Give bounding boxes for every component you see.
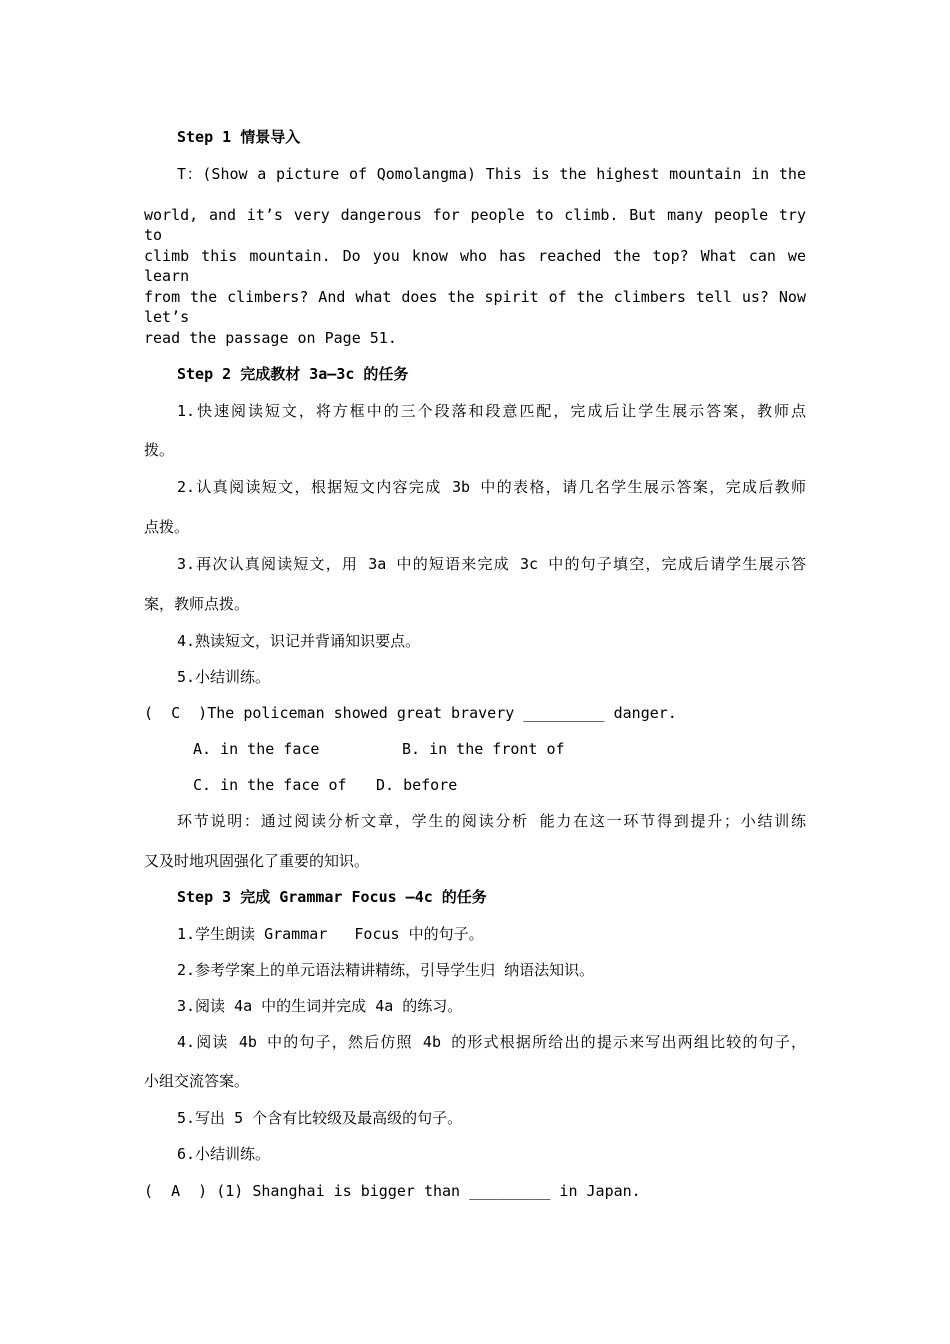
step3-item: 2.参考学案上的单元语法精讲精练，引导学生归 纳语法知识。	[177, 961, 595, 979]
step3-item: 小组交流答案。	[144, 1072, 250, 1090]
step1-para-line: world, and it’s very dangerous for people to climb. But many people try to	[144, 206, 806, 244]
step3-question: ( A ) (1) Shanghai is bigger than _________ in Japan.	[144, 1182, 641, 1200]
step1-para-line: climb this mountain. Do you know who has reached the top? What can we learn	[144, 247, 806, 285]
step2-item: 2.认真阅读短文，根据短文内容完成 3b 中的表格，请几名学生展示答案，完成后教师	[177, 478, 806, 496]
step2-item: 1.快速阅读短文，将方框中的三个段落和段意匹配，完成后让学生展示答案，教师点	[177, 402, 806, 420]
step3-item: 3.阅读 4a 中的生词并完成 4a 的练习。	[177, 997, 463, 1015]
step2-heading: Step 2 完成教材 3a—3c 的任务	[177, 365, 409, 383]
step2-item: 3.再次认真阅读短文，用 3a 中的短语来完成 3c 中的句子填空，完成后请学生展示答	[177, 555, 806, 573]
step3-item: 1.学生朗读 Grammar Focus 中的句子。	[177, 925, 484, 943]
step3-item: 5.写出 5 个含有比较级及最高级的句子。	[177, 1109, 463, 1127]
step3-item: 4.阅读 4b 中的句子，然后仿照 4b 的形式根据所给出的提示来写出两组比较的句子，	[177, 1033, 806, 1051]
step2-item: 点拨。	[144, 518, 190, 536]
step1-heading: Step 1 情景导入	[177, 128, 301, 146]
step2-option-d: D. before	[376, 776, 458, 794]
step2-question: ( C )The policeman showed great bravery _________ danger.	[144, 704, 677, 722]
step1-para-line: T：(Show a picture of Qomolangma) This is the highest mountain in the	[177, 165, 806, 183]
step2-note: 环节说明：通过阅读分析文章，学生的阅读分析 能力在这一环节得到提升；小结训练	[177, 812, 806, 830]
step2-item: 4.熟读短文，识记并背诵知识要点。	[177, 632, 421, 650]
step2-option-a: A. in the face	[193, 740, 320, 758]
step1-para-line: from the climbers? And what does the spirit of the climbers tell us? Now let’s	[144, 288, 806, 326]
step1-para-line: read the passage on Page 51.	[144, 329, 397, 347]
step3-heading: Step 3 完成 Grammar Focus —4c 的任务	[177, 888, 487, 906]
step3-item: 6.小结训练。	[177, 1145, 271, 1163]
step2-note: 又及时地巩固强化了重要的知识。	[144, 852, 370, 870]
step2-option-b: B. in the front of	[402, 740, 565, 758]
step2-item: 案，教师点拨。	[144, 595, 250, 613]
step2-item: 拨。	[144, 441, 175, 459]
step2-option-c: C. in the face of	[193, 776, 347, 794]
step2-item: 5.小结训练。	[177, 668, 271, 686]
